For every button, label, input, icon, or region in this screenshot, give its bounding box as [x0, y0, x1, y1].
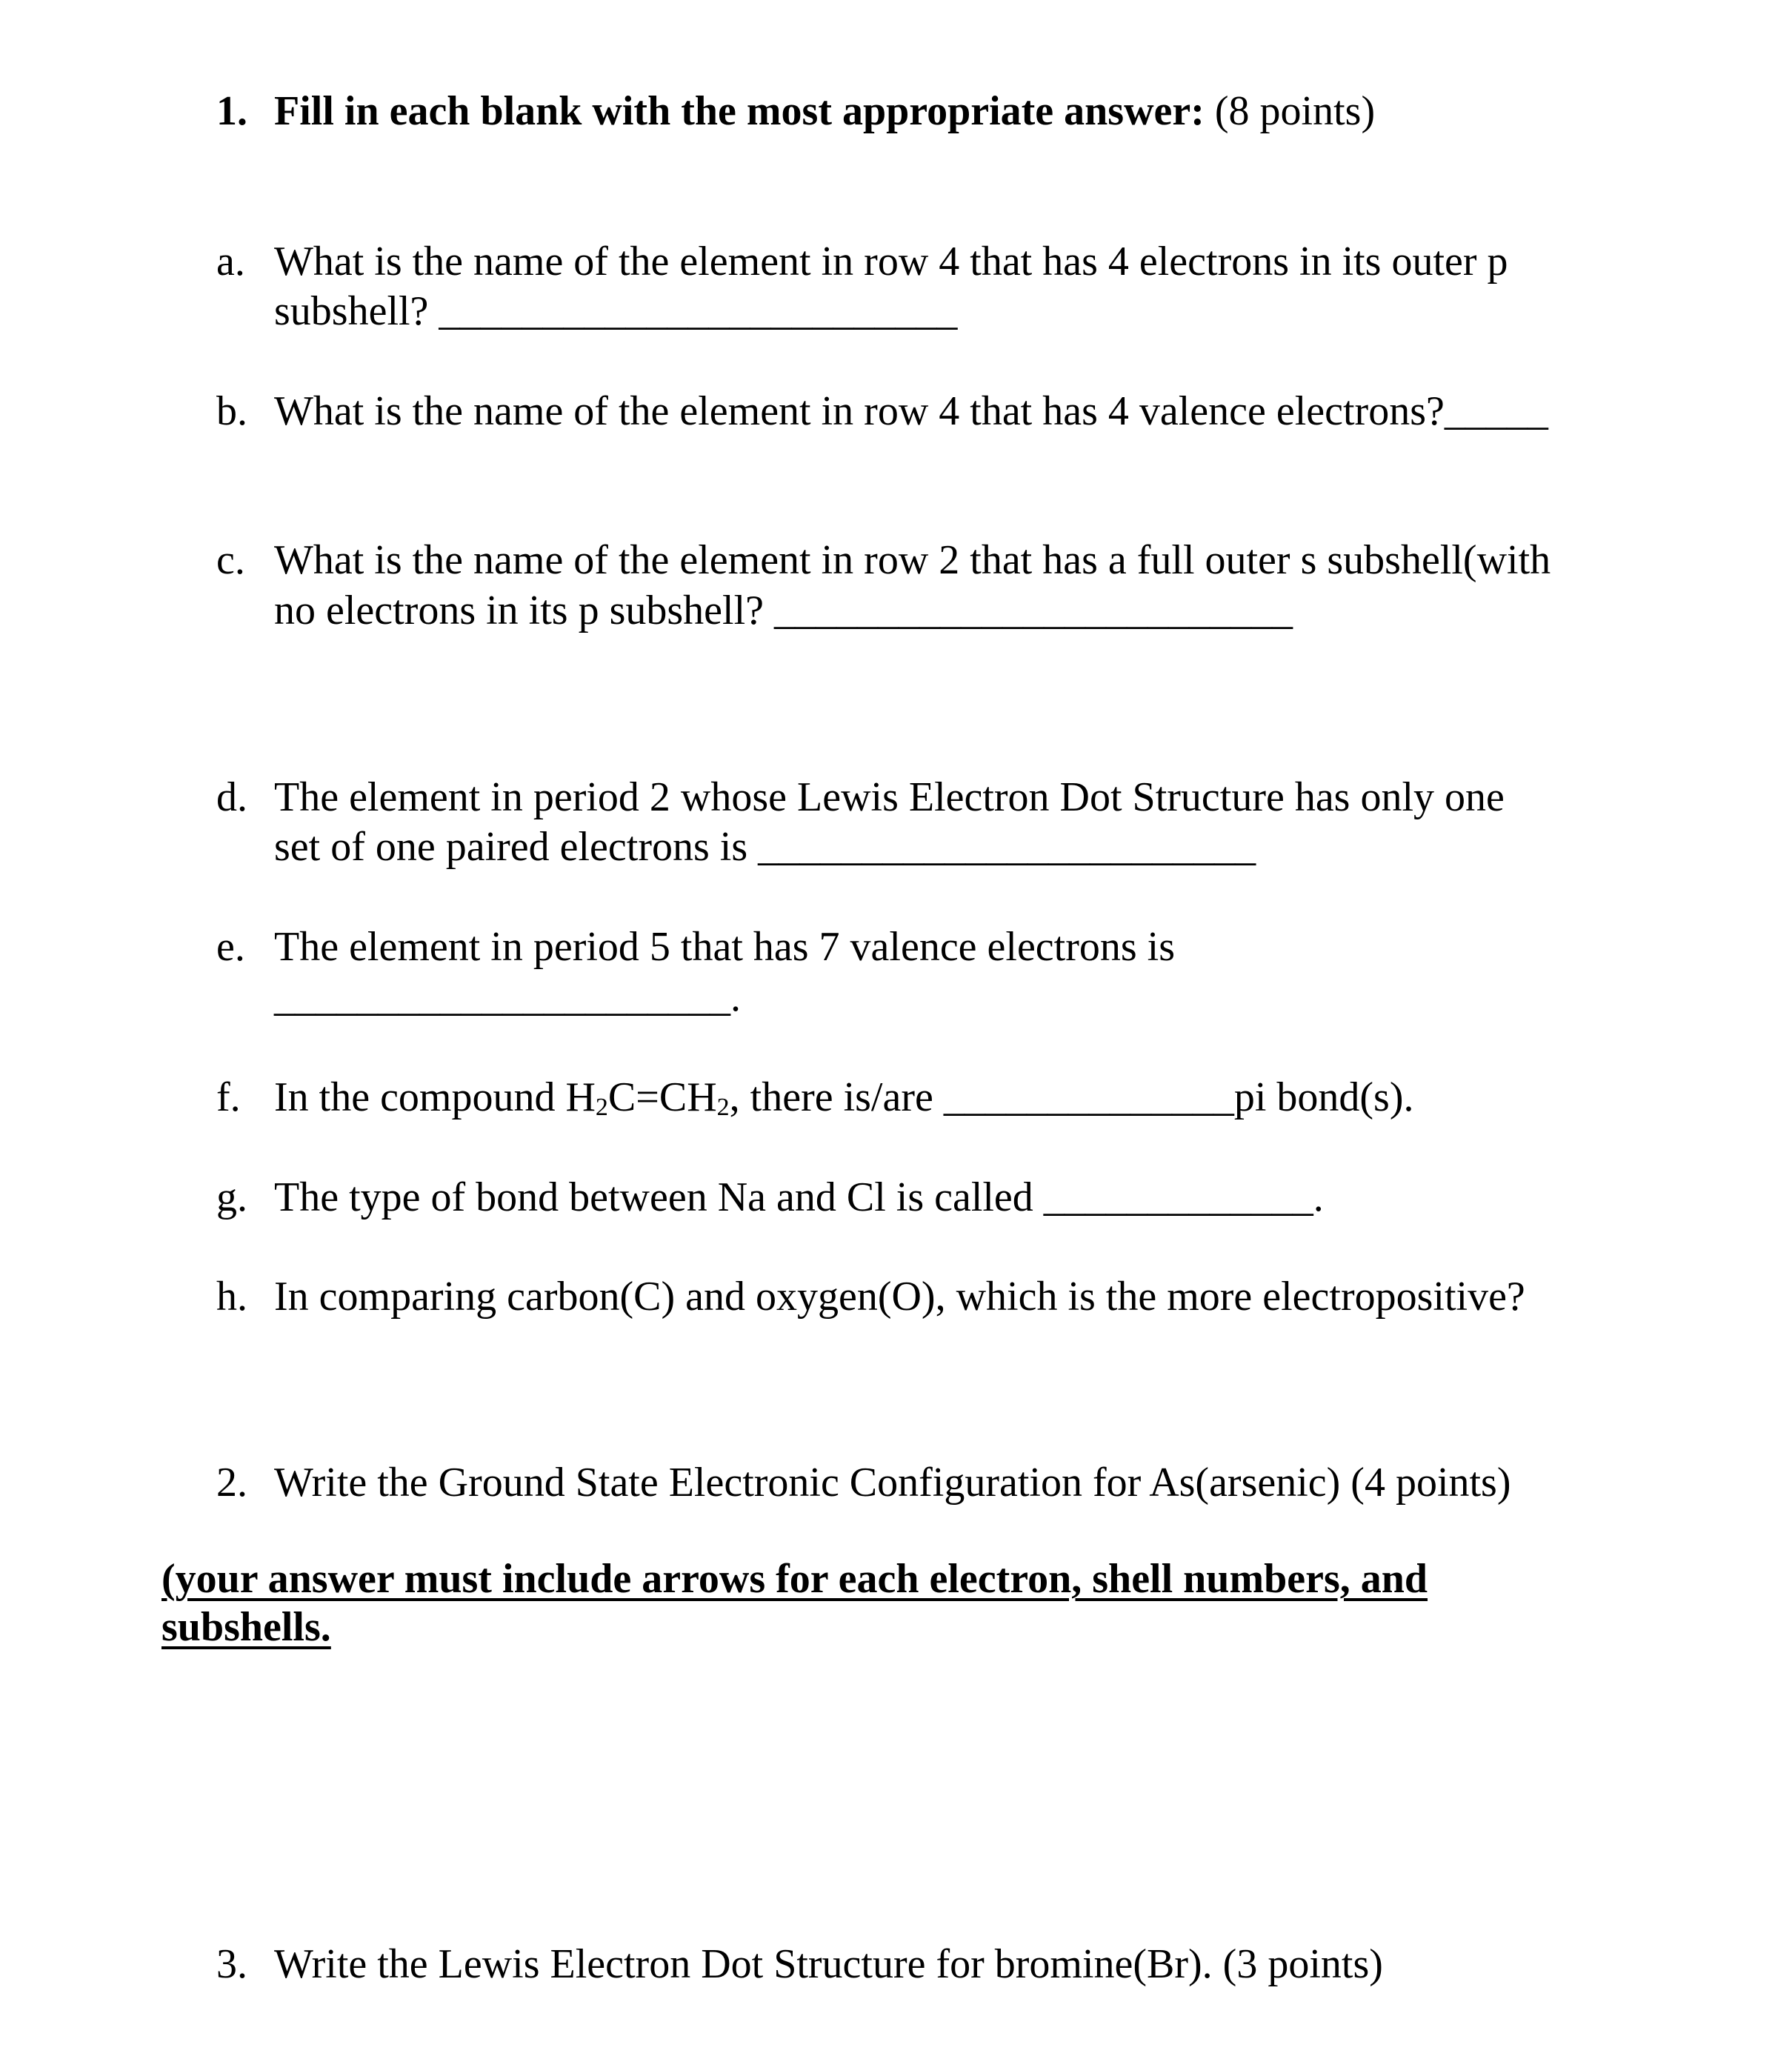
q1b-label: b.: [216, 388, 247, 434]
q1e-line2: ______________________.: [274, 974, 741, 1020]
q1f-line1: [274, 1074, 1414, 1121]
q1h-line1: In comparing carbon(C) and oxygen(O), which is the more electropositive?: [274, 1274, 1525, 1320]
q1f-prefix: In the compound H: [274, 1074, 596, 1120]
q3-text: Write the Lewis Electron Dot Structure for bromine(Br). (3 points): [274, 1941, 1383, 1987]
q2-number: 2.: [216, 1460, 247, 1506]
q1f-suffix: , there is/are ______________pi bond(s).: [729, 1074, 1414, 1120]
q1a-label: a.: [216, 239, 245, 285]
q1-points: (8 points): [1214, 88, 1376, 134]
q1c-line2: no electrons in its p subshell? _________________________: [274, 588, 1293, 633]
q1a-line2: subshell? _________________________: [274, 288, 958, 334]
q2-note-line2: subshells.: [161, 1604, 331, 1650]
q1d-line1: The element in period 2 whose Lewis Electron Dot Structure has only one: [274, 774, 1505, 820]
q1g-label: g.: [216, 1174, 247, 1220]
q1g-line1: The type of bond between Na and Cl is called _____________.: [274, 1174, 1324, 1220]
q1a-line1: What is the name of the element in row 4 that has 4 electrons in its outer p: [274, 239, 1508, 285]
q1-number: 1.: [216, 88, 247, 134]
q1f-mid: C=CH: [607, 1074, 717, 1120]
q1d-line2: set of one paired electrons is ________________________: [274, 824, 1256, 870]
q1e-line1: The element in period 5 that has 7 valence electrons is: [274, 924, 1176, 970]
q2-text: Write the Ground State Electronic Configuration for As(arsenic) (4 points): [274, 1460, 1511, 1506]
q1f-sub2: 2: [716, 1094, 730, 1121]
q1f-label: f.: [216, 1074, 241, 1120]
q3-number: 3.: [216, 1941, 247, 1987]
q1c-label: c.: [216, 537, 245, 583]
q1h-label: h.: [216, 1274, 247, 1320]
q1b-line1: What is the name of the element in row 4 that has 4 valence electrons?_____: [274, 388, 1548, 434]
q1f-sub1: 2: [595, 1094, 608, 1121]
q1c-line1: What is the name of the element in row 2 that has a full outer s subshell(with: [274, 537, 1551, 583]
q1-title: Fill in each blank with the most appropriate answer:: [274, 88, 1205, 134]
q2-note-line1: (your answer must include arrows for each electron, shell numbers, and: [161, 1556, 1428, 1602]
q1-heading: [274, 90, 1375, 132]
q1e-label: e.: [216, 924, 245, 970]
q1d-label: d.: [216, 774, 247, 820]
